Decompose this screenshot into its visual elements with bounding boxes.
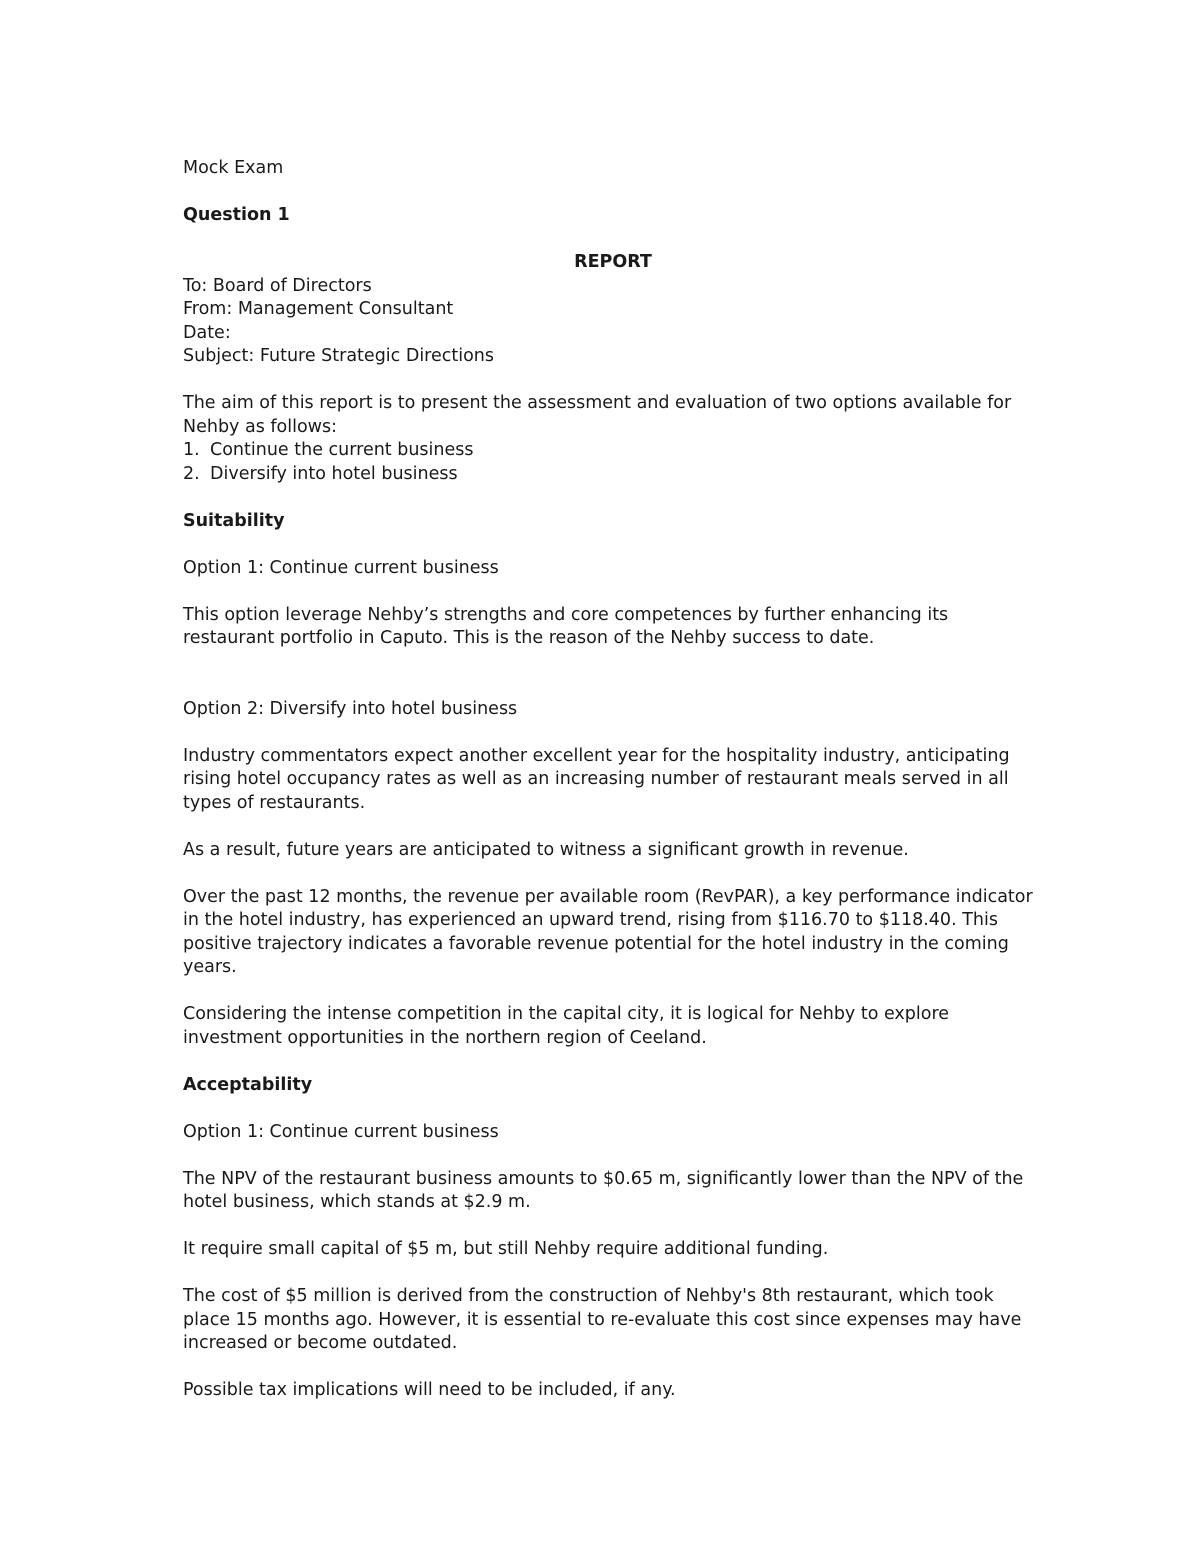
suitability-option1-text: This option leverage Nehby’s strengths and core competences by further enhancing its restaurant portfolio in Caputo. This is the reason of the Nehby success to date. (183, 604, 954, 648)
memo-to: To: Board of Directors (183, 275, 372, 296)
memo-date: Date: (183, 322, 231, 343)
memo-from: From: Management Consultant (183, 299, 454, 319)
acceptability-paragraph: Possible tax implications will need to be included, if any. (183, 1380, 676, 1400)
list-item-text: Continue the current business (210, 440, 474, 460)
list-item (183, 439, 1043, 463)
suitability-option2-paragraph: Considering the intense competition in the capital city, it is logical for Nehby to explore investment opportunities in the northern region of Ceeland. (183, 1004, 955, 1048)
report-title: REPORT (574, 252, 652, 272)
question-heading: Question 1 (183, 205, 290, 225)
list-item-text: Diversify into hotel business (210, 463, 458, 484)
list-item-number: 1. (183, 440, 200, 460)
acceptability-option1-title: Option 1: Continue current business (183, 1121, 499, 1142)
suitability-option2-paragraph: As a result, future years are anticipated to witness a significant growth in revenue. (183, 839, 909, 860)
acceptability-paragraph: The NPV of the restaurant business amounts to $0.65 m, significantly lower than the NPV of the hotel business, which stands at $2.9 m. (183, 1168, 1029, 1212)
document-heading: Mock Exam (183, 158, 284, 178)
suitability-option2-paragraph: Over the past 12 months, the revenue per available room (RevPAR), a key performance indicator in the hotel industry, has experienced an upward trend, rising from $116.70 to $118.40. This positive trajectory indicates a favorable revenue potential for the hotel industry in the coming years. (183, 886, 1039, 977)
document-page (183, 157, 1043, 1403)
memo-subject: Subject: Future Strategic Directions (183, 346, 495, 366)
acceptability-paragraph: The cost of $5 million is derived from the construction of Nehby's 8th restaurant, which took place 15 months ago. However, it is essential to re-evaluate this cost since expenses may have increased or become outdated. (183, 1286, 1027, 1353)
list-item (183, 463, 1043, 487)
suitability-option2-paragraph: Industry commentators expect another excellent year for the hospitality industry, anticipating rising hotel occupancy rates as well as an increasing number of restaurant meals served in all types of restaurants. (183, 745, 1016, 813)
suitability-heading: Suitability (183, 510, 285, 531)
suitability-option2-title: Option 2: Diversify into hotel business (183, 698, 518, 719)
acceptability-paragraph: It require small capital of $5 m, but still Nehby require additional funding. (183, 1239, 829, 1259)
list-item-number: 2. (183, 463, 200, 484)
intro-paragraph: The aim of this report is to present the assessment and evaluation of two options available for Nehby as follows: (183, 393, 1017, 437)
suitability-option1-title: Option 1: Continue current business (183, 557, 499, 578)
acceptability-heading: Acceptability (183, 1074, 313, 1095)
